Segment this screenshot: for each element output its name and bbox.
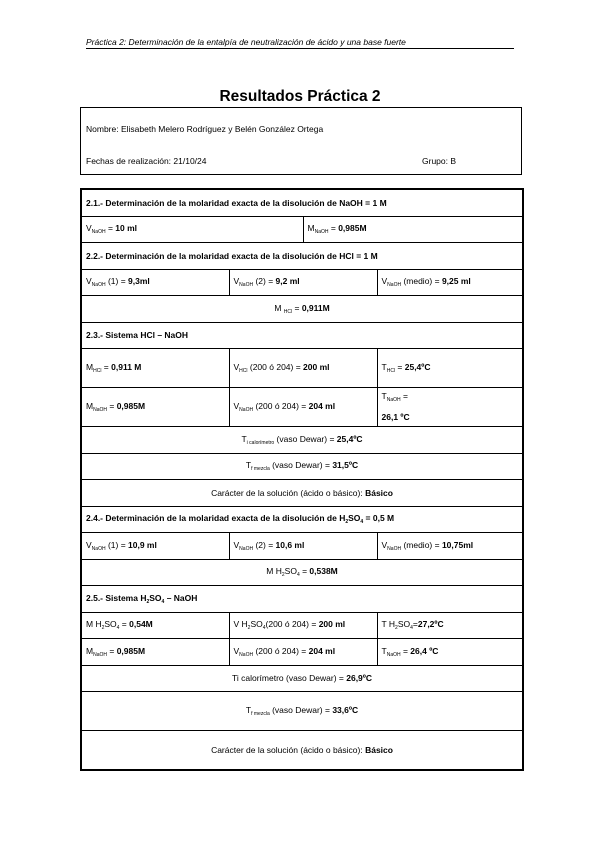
cell-label: = — [395, 362, 405, 372]
cell-subscript: NaOH — [239, 545, 254, 552]
table-row — [81, 692, 523, 731]
v1-naoh-cell — [81, 269, 229, 296]
cell-value: 10,6 ml — [275, 539, 305, 550]
cell-label: M H — [266, 566, 282, 577]
cell-subscript: 4 — [360, 519, 364, 526]
cell-label: = — [105, 223, 116, 234]
cell-value: 0,911 M — [111, 362, 142, 372]
cell-subscript: 4 — [410, 625, 413, 632]
cell-label: = — [400, 645, 411, 656]
section-2-4-title-row — [81, 506, 523, 533]
cell-value: 0,54M — [129, 619, 153, 630]
cell-value: 10,9 ml — [128, 539, 157, 550]
table-row — [81, 480, 523, 507]
cell-subscript: HCl — [93, 368, 102, 374]
m-h2so4-cell — [81, 559, 523, 586]
cell-label: (200 ó 204) = — [265, 619, 319, 630]
table-row — [81, 731, 523, 771]
table-row — [81, 296, 523, 323]
cell-subscript: HCl — [239, 368, 248, 374]
cell-label: T — [241, 433, 247, 444]
cell-subscript: NaOH — [239, 282, 254, 289]
section-2-2-title: 2.2.- Determinación de la molaridad exacta de la disolución de HCl = 1 M — [81, 243, 523, 270]
student-info-box — [80, 107, 522, 175]
v-naoh-cell — [229, 639, 377, 666]
cell-label: = — [412, 619, 418, 630]
cell-subscript: 4 — [262, 625, 266, 632]
group-label: Grupo: B — [422, 156, 457, 166]
cell-subscript: 2 — [146, 598, 150, 605]
cell-label: V — [233, 276, 240, 287]
ti-calorimeter-cell — [81, 427, 523, 454]
cell-subscript: 2 — [281, 572, 285, 579]
table-row — [81, 612, 523, 639]
cell-value: 26,4 ºC — [410, 645, 439, 656]
v-h2so4-cell — [229, 612, 377, 639]
m-naoh-cell — [303, 216, 523, 243]
cell-label: V — [381, 276, 388, 287]
cell-value: 31,5ºC — [332, 460, 359, 471]
cell-label: V — [86, 539, 92, 550]
results-table — [80, 188, 524, 771]
v2-naoh-cell — [229, 533, 377, 560]
completion-dates: Fechas de realización: 21/10/24 — [86, 156, 207, 166]
cell-label: M — [307, 223, 315, 234]
cell-label: = — [292, 302, 302, 313]
cell-label: = — [119, 619, 130, 630]
cell-subscript: NaOH — [91, 282, 106, 289]
cell-subscript: 2 — [101, 625, 105, 632]
cell-subscript: 4 — [296, 572, 300, 579]
t-naoh-cell — [377, 388, 523, 427]
cell-subscript: NaOH — [239, 407, 254, 413]
cell-label: M — [274, 302, 282, 313]
cell-value: Básico — [365, 487, 393, 498]
m-naoh-cell — [81, 639, 229, 666]
vmedio-naoh-cell — [377, 533, 523, 560]
cell-value: 0,985M — [116, 645, 146, 656]
cell-value: 0,538M — [309, 566, 338, 577]
cell-label: SO — [104, 619, 117, 630]
t-h2so4-cell — [377, 612, 523, 639]
cell-label: T — [381, 645, 387, 656]
cell-label: V — [86, 223, 92, 234]
cell-label: (vaso Dewar) = — [274, 433, 337, 444]
cell-label: V — [233, 539, 240, 550]
cell-value: 25,4ºC — [336, 433, 363, 444]
cell-label: = — [107, 645, 117, 656]
cell-subscript: NaOH — [386, 397, 401, 403]
cell-label: T — [245, 705, 252, 715]
cell-label: = — [107, 401, 117, 411]
cell-label: (2) = — [253, 539, 276, 550]
cell-label: (200 ó 204) = — [253, 645, 309, 656]
cell-value: 204 ml — [308, 645, 336, 656]
cell-value: 9,25 ml — [441, 276, 471, 287]
cell-value: 33,6ºC — [332, 705, 359, 715]
cell-label: V — [233, 645, 240, 656]
ti-calorimeter-cell — [81, 665, 523, 692]
student-names: Nombre: Elisabeth Melero Rodríguez y Belén González Ortega — [86, 124, 324, 134]
cell-subscript: NaOH — [387, 545, 402, 552]
table-row — [81, 427, 523, 454]
cell-value: 25,4ºC — [404, 362, 431, 372]
cell-value: 200 ml — [303, 362, 330, 372]
cell-label: T — [381, 391, 387, 401]
cell-subscript: NaOH — [387, 282, 402, 289]
table-row — [81, 665, 523, 692]
cell-label: (medio) = — [401, 539, 442, 550]
cell-value: 26,9ºC — [346, 673, 373, 684]
table-row — [81, 269, 523, 296]
cell-label: = — [400, 391, 408, 401]
cell-value: 27,2ºC — [417, 619, 444, 630]
cell-label: V — [86, 276, 92, 287]
t-naoh-cell — [377, 639, 523, 666]
cell-value: 10,75ml — [441, 539, 474, 550]
cell-value: 9,2 ml — [275, 276, 300, 287]
cell-label: (1) = — [105, 276, 129, 287]
cell-value: 26,1 ºC — [381, 412, 410, 422]
v-naoh-cell — [81, 216, 303, 243]
cell-label: (vaso Dewar) = — [269, 705, 333, 715]
cell-label: Carácter de la solución (ácido o básico): — [211, 487, 366, 498]
section-2-3-title-row — [81, 322, 523, 349]
cell-subscript: NaOH — [314, 229, 329, 236]
table-row — [81, 639, 523, 666]
section-2-4-title — [81, 506, 523, 533]
cell-subscript: 2 — [247, 625, 251, 632]
cell-label: = — [101, 362, 112, 372]
cell-label: SO — [250, 619, 263, 630]
v1-naoh-cell — [81, 533, 229, 560]
cell-label: M — [86, 645, 94, 656]
m-hcl-cell — [81, 349, 229, 388]
cell-label: SO — [149, 592, 162, 603]
m-naoh-cell — [81, 388, 229, 427]
cell-subscript: i calorímetro — [246, 439, 275, 446]
cell-label: (200 ó 204) = — [247, 362, 304, 372]
cell-label: SO — [348, 513, 361, 524]
cell-label: V H — [233, 619, 248, 630]
table-row — [81, 388, 523, 427]
section-2-1-title-row — [81, 189, 523, 216]
cell-subscript: NaOH — [91, 545, 106, 552]
cell-value: 0,911M — [301, 302, 330, 313]
cell-label: T — [245, 460, 252, 471]
page-title: Resultados Práctica 2 — [219, 88, 381, 105]
cell-label: = — [299, 566, 310, 577]
cell-label: Carácter de la solución (ácido o básico): — [211, 745, 366, 755]
cell-label: 2.5.- Sistema H — [86, 592, 147, 603]
cell-value: 0,985M — [116, 401, 146, 411]
cell-subscript: NaOH — [386, 651, 401, 658]
cell-label: (2) = — [253, 276, 276, 287]
cell-subscript: 2 — [345, 519, 349, 526]
cell-label: SO — [284, 566, 297, 577]
cell-label: = — [328, 223, 339, 234]
v-hcl-cell — [229, 349, 377, 388]
cell-label: (1) = — [105, 539, 129, 550]
cell-subscript: NaOH — [93, 407, 107, 413]
cell-label: SO — [397, 619, 411, 630]
cell-subscript: 4 — [116, 625, 120, 632]
cell-subscript: HCl — [283, 308, 293, 315]
t-hcl-cell — [377, 349, 523, 388]
cell-label: 2.4.- Determinación de la molaridad exacta de la disolución de H — [86, 513, 346, 524]
table-row — [81, 453, 523, 480]
cell-label: V — [233, 401, 240, 411]
cell-label: M H — [86, 619, 102, 630]
cell-subscript: NaOH — [239, 651, 254, 658]
cell-value: 200 ml — [318, 619, 346, 630]
cell-subscript: f mezcla — [251, 711, 270, 717]
cell-label: Ti calorímetro (vaso Dewar) = — [232, 673, 347, 684]
cell-label: (medio) = — [401, 276, 442, 287]
cell-value: Básico — [365, 745, 393, 755]
cell-label: = 0,5 M — [363, 513, 395, 524]
table-row — [81, 349, 523, 388]
m-hcl-cell — [81, 296, 523, 323]
cell-label: – NaOH — [164, 592, 198, 603]
m-h2so4-cell — [81, 612, 229, 639]
table-row — [81, 559, 523, 586]
cell-value: 0,985M — [338, 223, 367, 234]
cell-value: 9,3ml — [128, 276, 150, 287]
cell-label: T H — [381, 619, 396, 630]
section-2-5-title — [81, 586, 523, 613]
cell-label: M — [86, 362, 94, 372]
cell-label: M — [86, 401, 94, 411]
section-2-5-title-row — [81, 586, 523, 613]
tf-mixture-cell — [81, 692, 523, 731]
cell-subscript: 4 — [161, 598, 165, 605]
solution-character-cell — [81, 480, 523, 507]
cell-subscript: NaOH — [93, 651, 107, 658]
section-2-1-title: 2.1.- Determinación de la molaridad exacta de la disolución de NaOH = 1 M — [81, 189, 523, 216]
cell-label: V — [381, 539, 388, 550]
cell-label: V — [233, 362, 240, 372]
section-2-3-title: 2.3.- Sistema HCl – NaOH — [81, 322, 523, 349]
tf-mixture-cell — [81, 453, 523, 480]
section-2-2-title-row — [81, 243, 523, 270]
cell-value: 204 ml — [308, 401, 336, 411]
cell-label: (vaso Dewar) = — [269, 460, 333, 471]
cell-label: T — [381, 362, 387, 372]
table-row — [81, 216, 523, 243]
vmedio-naoh-cell — [377, 269, 523, 296]
cell-subscript: 2 — [395, 625, 398, 632]
table-row — [81, 533, 523, 560]
cell-subscript: f mezcla — [251, 466, 270, 473]
cell-subscript: NaOH — [91, 229, 106, 236]
page-header: Práctica 2: Determinación de la entalpía de neutralización de ácido y una base fuerte — [86, 36, 514, 49]
solution-character-cell — [81, 731, 523, 771]
v-naoh-cell — [229, 388, 377, 427]
v2-naoh-cell — [229, 269, 377, 296]
cell-label: (200 ó 204) = — [253, 401, 309, 411]
cell-subscript: HCl — [386, 368, 396, 374]
cell-value: 10 ml — [115, 223, 138, 234]
